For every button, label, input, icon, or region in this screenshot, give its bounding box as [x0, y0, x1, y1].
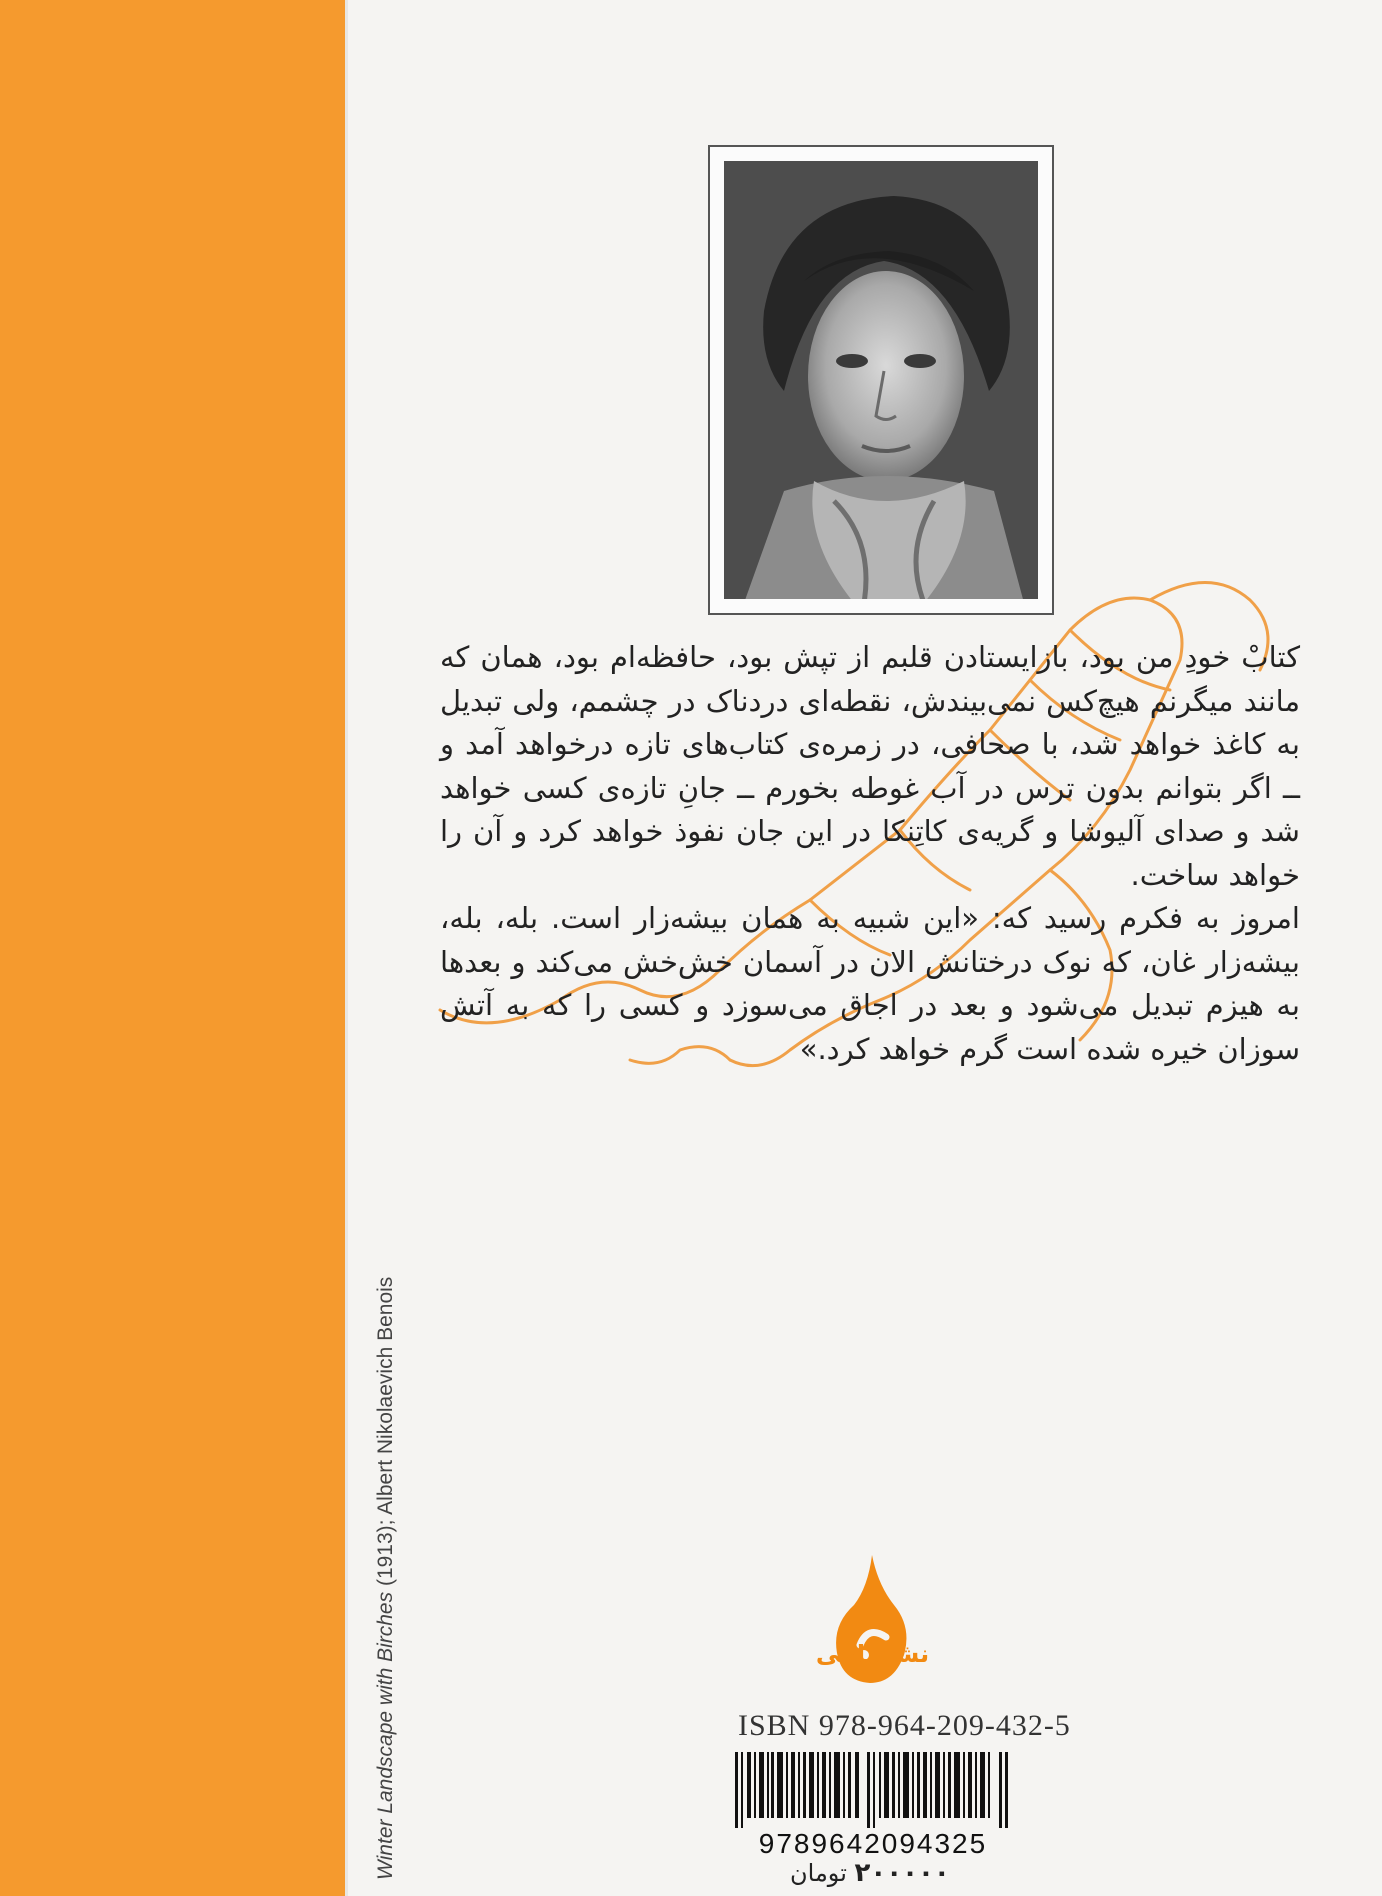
cover-art-title: Winter Landscape with Birches	[374, 1591, 397, 1880]
cover-art-credit	[374, 1140, 398, 1880]
price-currency: تومان	[790, 1859, 847, 1887]
back-cover-excerpt	[440, 636, 1300, 1071]
excerpt-paragraph-2: امروز به فکرم رسید که: «این شبیه به همان بیشه‌زار است. بله، بله، بیشه‌زار غان، که نوک درختانش الان در آسمان خش‌خش می‌کند و بعدها به هیزم تبدیل می‌شود و بعد در اجاق می‌سوزد و کسی را که به آتش سوزان خیره شده است گرم خواهد کرد.»	[440, 901, 1300, 1066]
author-photo-frame	[708, 145, 1054, 615]
barcode-digits: 9789642094325	[758, 1828, 988, 1859]
cover-art-artist: (1913); Albert Nikolaevich Benois	[374, 1276, 397, 1592]
excerpt-paragraph-1: کتابْ خودِ من بود، بازایستادن قلبم از تپش بود، حافظه‌ام بود، همان که مانند میگرنم هیچ‌کس نمی‌بیندش، نقطه‌ای دردناک در چشمم، ولی تبدیل به کاغذ خواهد شد، با صحافی، در زمره‌ی کتاب‌های تازه درخواهد آمد و ــ اگر بتوانم بدون ترس در آب غوطه بخورم ــ جانِ تازه‌ی کسی خواهد شد و صدای آلیوشا و گریه‌ی کاتِنکا در این جان نفوذ خواهد کرد و آن را خواهد ساخت.	[440, 640, 1300, 892]
price	[790, 1858, 950, 1888]
author-photo	[724, 161, 1038, 599]
publisher-logo	[832, 1555, 912, 1695]
book-spine	[0, 0, 345, 1896]
portrait-illustration	[724, 161, 1038, 599]
price-amount: ۲۰۰۰۰۰	[854, 1858, 950, 1888]
publisher-name: نشرماهی	[815, 1640, 930, 1668]
spine-edge	[345, 0, 348, 1896]
isbn-label: ISBN 978-964-209-432-5	[738, 1709, 1071, 1742]
barcode	[735, 1752, 1011, 1828]
